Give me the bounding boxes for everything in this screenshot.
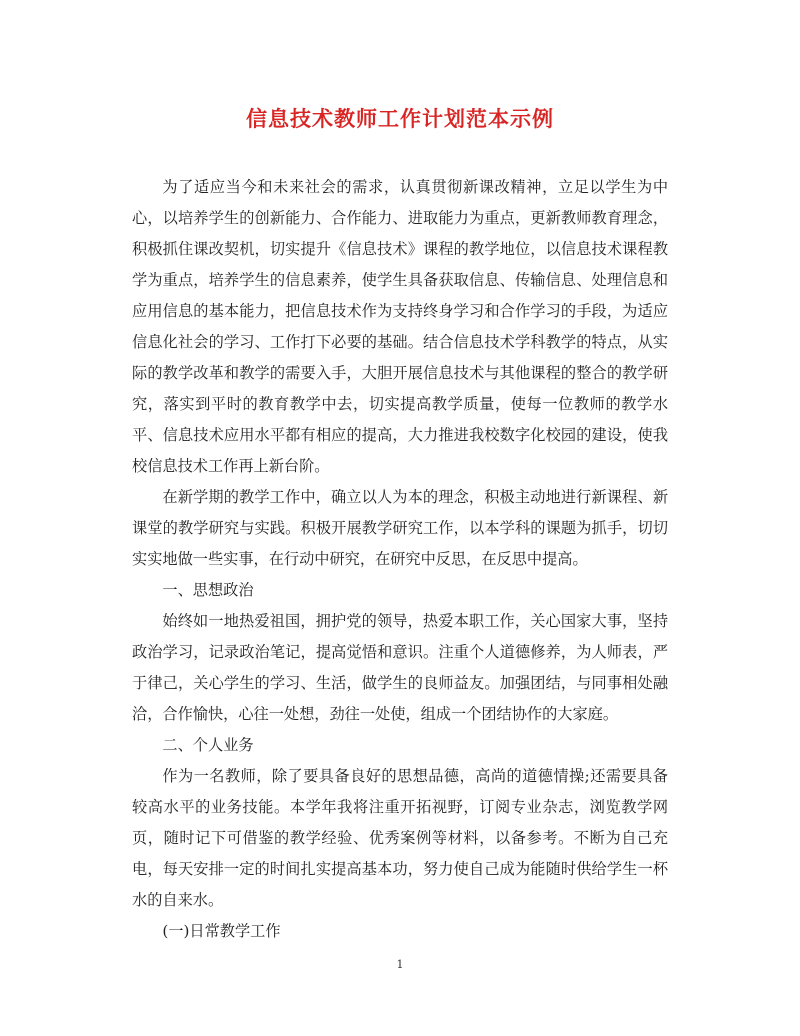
document-title: 信息技术教师工作计划范本示例 <box>246 106 554 131</box>
section-heading-ideology: 一、思想政治 <box>162 581 254 599</box>
paragraph-personal-work: 作为一名教师，除了要具备良好的思想品德，高尚的道德情操;还需要具备较高水平的业务技能。本学年我将注重开拓视野，订阅专业杂志，浏览教学网页，随时记下可借鉴的教学经验、优秀案例等材料，以备参考。不断为自己充电，每天安排一定的时间扎实提高基本功，努力使自己成为能随时供给学生一杯水的自来水。 <box>132 767 668 909</box>
paragraph-new-semester: 在新学期的教学工作中，确立以人为本的理念，积极主动地进行新课程、新课堂的教学研究与实践。积极开展教学研究工作，以本学科的课题为抓手，切切实实地做一些实事，在行动中研究，在研究中反思，在反思中提高。 <box>132 488 668 568</box>
subsection-heading-daily-teaching: (一)日常教学工作 <box>162 922 281 940</box>
section-heading-personal-work: 二、个人业务 <box>162 736 254 754</box>
paragraph-intro: 为了适应当今和未来社会的需求，认真贯彻新课改精神，立足以学生为中心，以培养学生的创新能力、合作能力、进取能力为重点，更新教师教育理念，积极抓住课改契机，切实提升《信息技术》课程的教学地位，以信息技术课程教学为重点，培养学生的信息素养，使学生具备获取信息、传输信息、处理信息和应用信息的基本能力，把信息技术作为支持终身学习和合作学习的手段，为适应信息化社会的学习、工作打下必要的基础。结合信息技术学科教学的特点，从实际的教学改革和教学的需要入手，大胆开展信息技术与其他课程的整合的教学研究，落实到平时的教育教学中去，切实提高教学质量，使每一位教师的教学水平、信息技术应用水平都有相应的提高，大力推进我校数字化校园的建设，使我校信息技术工作再上新台阶。 <box>132 178 668 475</box>
document-body <box>132 172 668 947</box>
paragraph-ideology: 始终如一地热爱祖国，拥护党的领导，热爱本职工作，关心国家大事，坚持政治学习，记录政治笔记，提高觉悟和意识。注重个人道德修养，为人师表，严于律己，关心学生的学习、生活，做学生的良师益友。加强团结，与同事相处融洽，合作愉快，心往一处想，劲往一处使，组成一个团结协作的大家庭。 <box>132 612 668 723</box>
page-number: 1 <box>396 958 404 971</box>
